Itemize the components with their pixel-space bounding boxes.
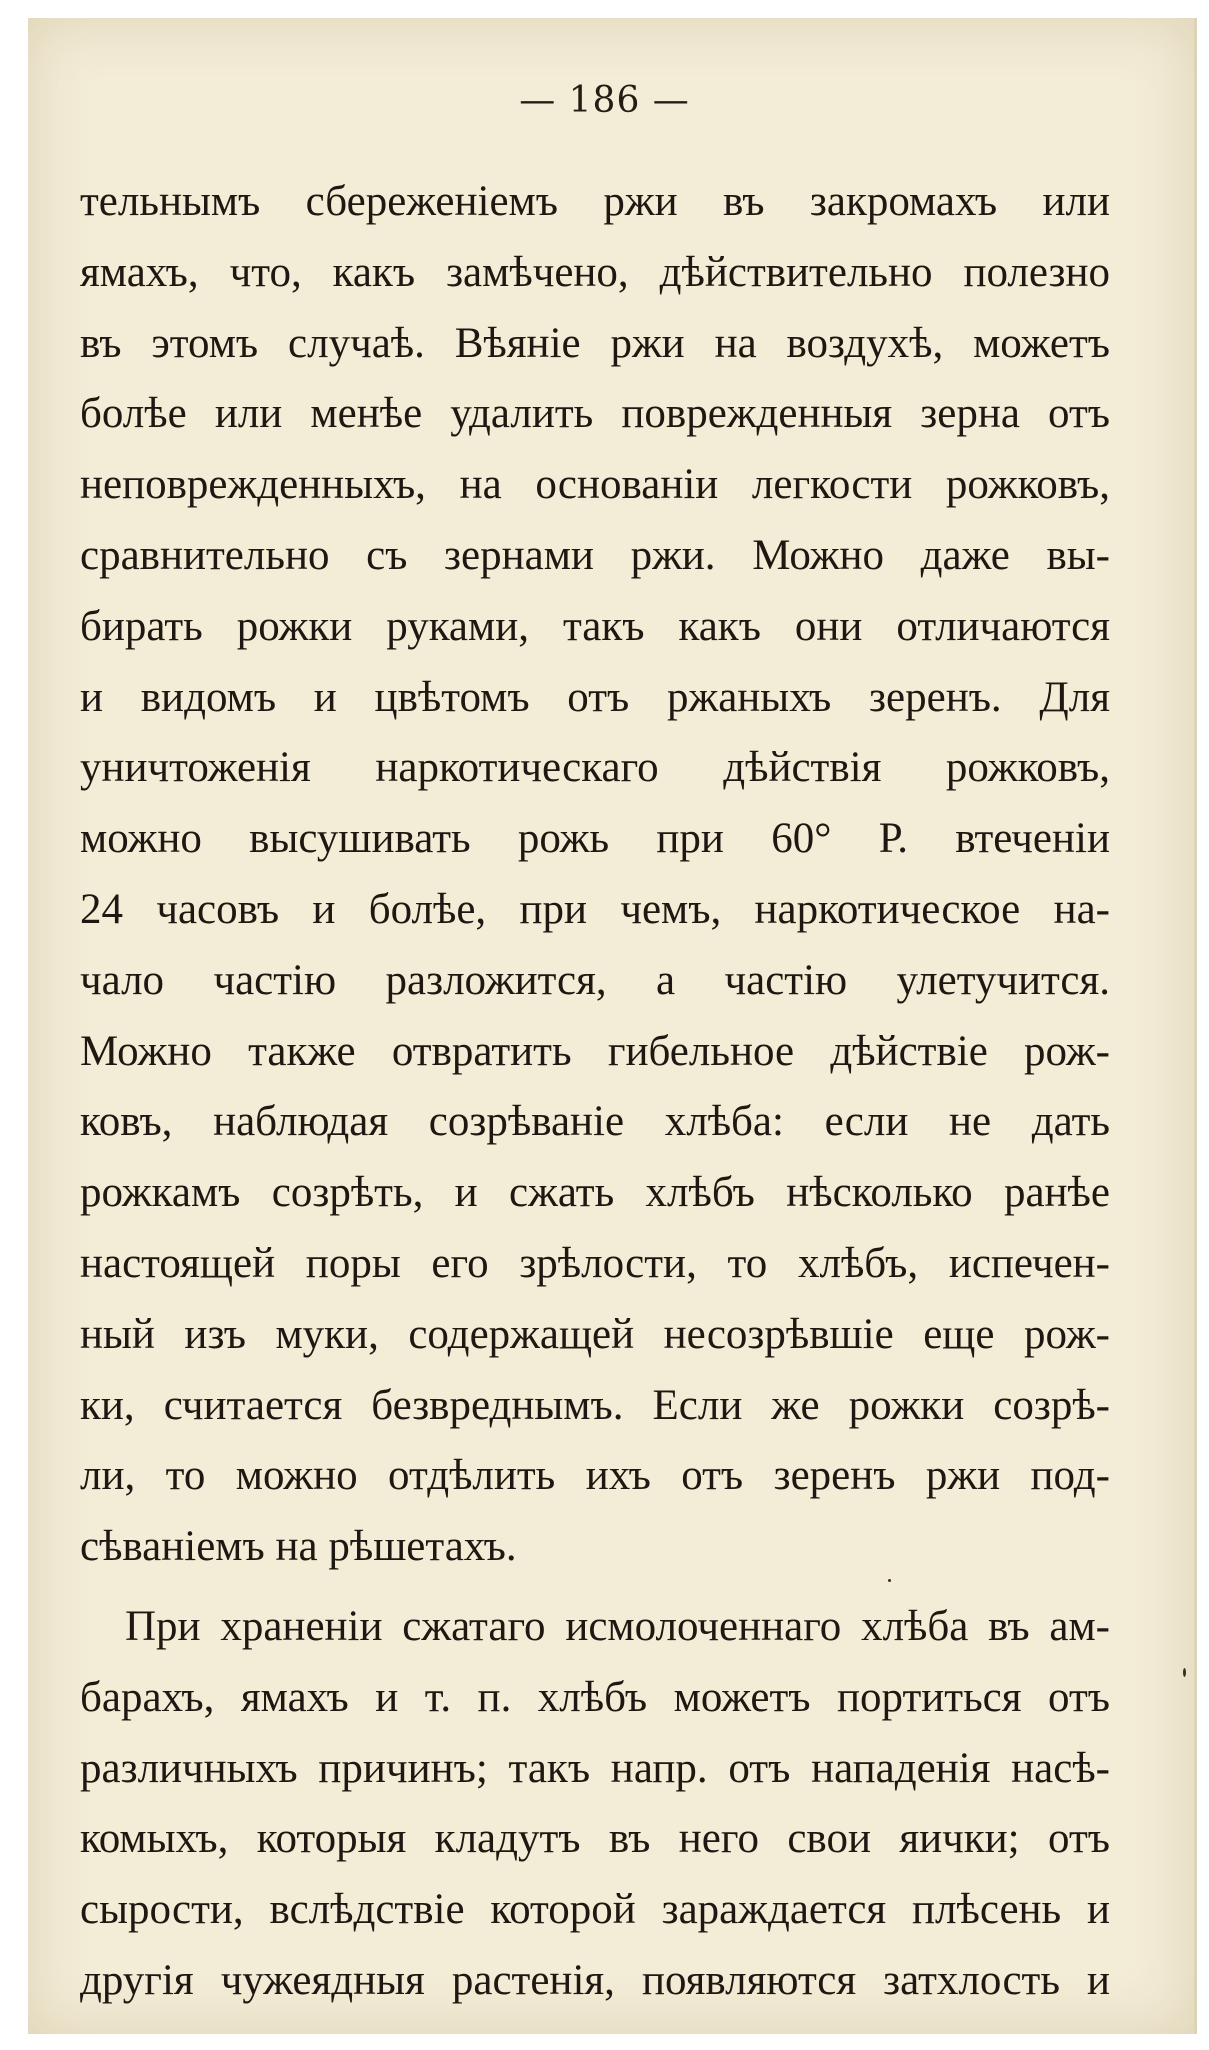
text-line: 24 часовъ и болѣе, при чемъ, наркотическое на-	[80, 885, 1110, 933]
text-line: сѣванiемъ на рѣшетахъ.	[80, 1523, 517, 1571]
text-line: уничтоженiя наркотическаго дѣйствiя рожковъ,	[80, 744, 1110, 792]
text-line: комыхъ, которыя кладутъ въ него свои яички; отъ	[80, 1815, 1110, 1863]
text-line: сравнительно съ зернами ржи. Можно даже вы-	[80, 531, 1110, 579]
text-line: ямахъ, что, какъ замѣчено, дѣйствительно полезно	[80, 248, 1110, 296]
text-line: можно высушивать рожь при 60° Р. втеченiи	[80, 815, 1110, 863]
text-line: и видомъ и цвѣтомъ отъ ржаныхъ зеренъ. Для	[80, 673, 1110, 721]
text-line: Можно также отвратить гибельное дѣйствiе рож-	[80, 1027, 1110, 1075]
paragraph-2	[80, 1592, 1110, 2017]
text-line: ки, считается безвреднымъ. Если же рожки созрѣ-	[80, 1381, 1110, 1429]
text-line: ный изъ муки, содержащей несозрѣвшiе еще рож-	[80, 1310, 1110, 1358]
paragraph-gap	[80, 1583, 1110, 1592]
text-line: въ этомъ случаѣ. Вѣянiе ржи на воздухѣ, можетъ	[80, 319, 1110, 367]
text-line: ли, то можно отдѣлить ихъ отъ зеренъ ржи под-	[80, 1452, 1110, 1500]
body-text	[80, 167, 1110, 2017]
text-line: чало частiю разложится, а частiю улетучится.	[80, 956, 1110, 1004]
text-line: тельнымъ сбереженiемъ ржи въ закромахъ или	[80, 178, 1110, 225]
text-line: другiя чужеядныя растенiя, появляются затхлость и	[80, 1956, 1110, 2004]
text-line: рожкамъ созрѣть, и сжать хлѣбъ нѣсколько ранѣе	[80, 1169, 1110, 1217]
text-line: настоящей поры его зрѣлости, то хлѣбъ, испечен-	[80, 1239, 1110, 1287]
paragraph-1	[80, 167, 1110, 1583]
text-line: ковъ, наблюдая созрѣванiе хлѣба: если не дать	[80, 1098, 1110, 1146]
text-line: различныхъ причинъ; такъ напр. отъ нападенiя насѣ-	[80, 1744, 1110, 1792]
text-line: сырости, вслѣдствiе которой зараждается плѣсень и	[80, 1886, 1110, 1934]
text-line: барахъ, ямахъ и т. п. хлѣбъ можетъ портиться отъ	[80, 1673, 1110, 1721]
text-line: неповрежденныхъ, на основанiи легкости рожковъ,	[80, 461, 1110, 509]
paper-speck	[1183, 1668, 1186, 1677]
page-number: — 186 —	[519, 80, 690, 121]
paper-speck	[888, 1579, 891, 1582]
text-line: болѣе или менѣе удалить поврежденныя зерна отъ	[80, 390, 1110, 438]
text-line: бирать рожки руками, такъ какъ они отличаются	[80, 602, 1110, 650]
text-line: При храненiи сжатаго исмолоченнаго хлѣба въ ам-	[125, 1602, 1110, 1650]
